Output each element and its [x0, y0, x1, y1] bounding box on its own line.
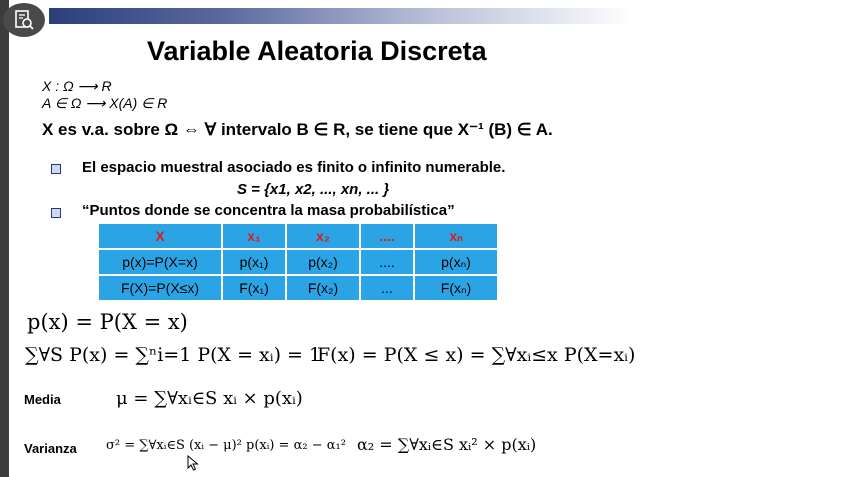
table-header-cell: .... — [360, 223, 414, 249]
table-cell: F(X)=P(X≤x) — [98, 275, 222, 301]
random-variable-definition: X es v.a. sobre Ω ⇔ ∀ intervalo B ∈ R, se tiene que X⁻¹ (B) ∈ A. — [42, 120, 553, 139]
mouse-pointer-icon — [187, 455, 199, 471]
title-gradient-bar — [49, 8, 634, 24]
table-row — [98, 249, 498, 275]
mapping-line-1: X : Ω ⟶ R — [42, 78, 112, 94]
probability-table — [97, 222, 499, 302]
table-cell: F(xₙ) — [414, 275, 498, 301]
pmf-formula: p(x) = P(X = x) — [27, 310, 188, 334]
sum-total-formula: ∑∀S P(x) = ∑ⁿi=1 P(X = xᵢ) = 1 — [25, 344, 322, 366]
slide — [9, 0, 636, 477]
document-search-icon — [12, 8, 36, 32]
document-search-button[interactable] — [3, 3, 45, 37]
table-cell: ... — [360, 275, 414, 301]
cdf-formula: F(x) = P(X ≤ x) = ∑∀xᵢ≤x P(X=xᵢ) — [317, 344, 636, 366]
table-header-row — [98, 223, 498, 249]
viewer-left-edge — [0, 0, 9, 477]
table-cell: F(x₁) — [222, 275, 286, 301]
variance-formula: σ² = ∑∀xᵢ∈S (xᵢ − μ)² p(xᵢ) = α₂ − α₁² — [106, 438, 346, 453]
bullet-marker-1 — [51, 164, 61, 174]
mapping-line-2: A ∈ Ω ⟶ X(A) ∈ R — [42, 95, 168, 111]
table-header-cell: x₁ — [222, 223, 286, 249]
slide-title: Variable Aleatoria Discreta — [147, 36, 487, 66]
alpha2-formula: α₂ = ∑∀xᵢ∈S xᵢ² × p(xᵢ) — [357, 435, 537, 454]
table-cell: p(xₙ) — [414, 249, 498, 275]
viewer-right-area — [636, 0, 848, 477]
bullet-text-1: El espacio muestral asociado es finito o infinito numerable. — [82, 159, 506, 176]
table-header-cell: x₂ — [286, 223, 360, 249]
bullet-text-2: “Puntos donde se concentra la masa probabilística” — [82, 202, 455, 219]
table-row — [98, 275, 498, 301]
variance-label: Varianza — [24, 441, 77, 456]
sample-space: S = {x1, x2, ..., xn, ... } — [237, 181, 390, 198]
table-cell: p(x₂) — [286, 249, 360, 275]
mean-formula: μ = ∑∀xᵢ∈S xᵢ × p(xᵢ) — [116, 388, 303, 409]
table-header-cell: X — [98, 223, 222, 249]
mean-label: Media — [24, 392, 61, 407]
table-cell: F(x₂) — [286, 275, 360, 301]
table-cell: p(x)=P(X=x) — [98, 249, 222, 275]
table-cell: p(x₁) — [222, 249, 286, 275]
bullet-marker-2 — [51, 208, 61, 218]
table-header-cell: xₙ — [414, 223, 498, 249]
table-cell: .... — [360, 249, 414, 275]
